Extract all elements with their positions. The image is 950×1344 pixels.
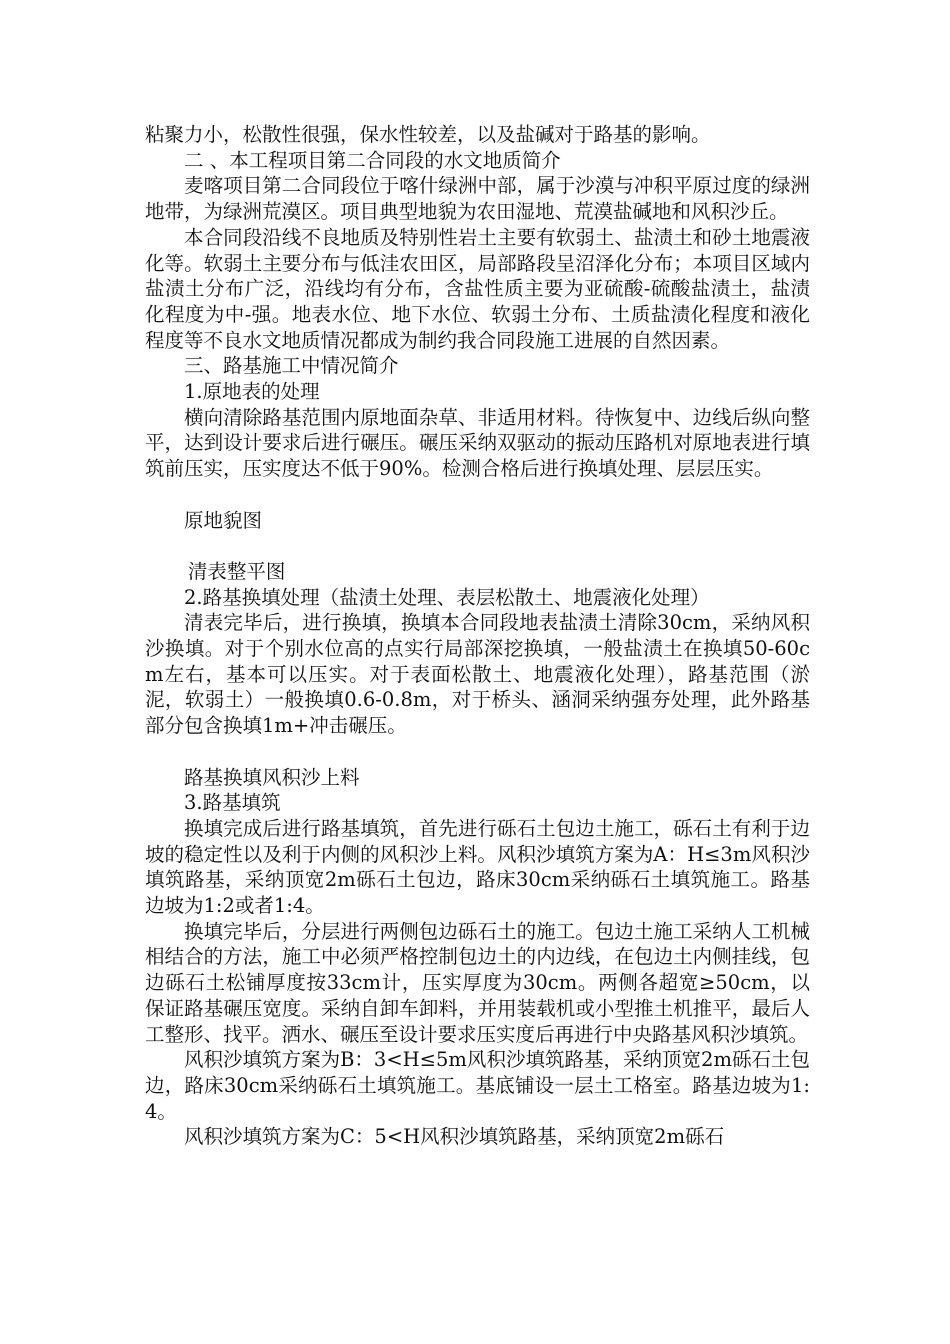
subsection-heading-2: 2.路基换填处理（盐渍土处理、表层松散土、地震液化处理） [184,585,710,609]
spacer [145,739,810,765]
figure-caption-sand-loading: 路基换填风积沙上料 [184,765,360,789]
paragraph-fill-scheme-b: 风积沙填筑方案为B：3<H≤5m风积沙填筑路基，采纳顶宽2m砾石土包边，路床30cm采纳砾石土填筑施工。基底铺设一层土工格室。路基边坡为1:4。 [145,1048,810,1123]
document-body [145,122,810,1150]
paragraph-bad-geology: 本合同段沿线不良地质及特别性岩土主要有软弱土、盐渍土和砂土地震液化等。软弱土主要分布与低洼农田区，局部路段呈沼泽化分布；本项目区域内盐渍土分布广泛，沿线均有分布，含盐性质主要为亚硫酸-硫酸盐渍土，盐渍化程度为中-强。地表水位、地下水位、软弱土分布、土质盐渍化程度和液化程度等不良水文地质情况都成为制约我合同段施工进展的自然因素。 [145,225,810,352]
paragraph-fill-scheme-a: 换填完成后进行路基填筑，首先进行砾石土包边土施工，砾石土有利于边坡的稳定性以及利于内侧的风积沙上料。风积沙填筑方案为A：H≤3m风积沙填筑路基，采纳顶宽2m砾石土包边，路床30cm采纳砾石土填筑施工。路基边坡为1:2或者1:4。 [145,816,810,918]
paragraph-surface-treatment: 横向清除路基范围内原地面杂草、非适用材料。待恢复中、边线后纵向整平，达到设计要求后进行碾压。碾压采纳双驱动的振动压路机对原地表进行填筑前压实，压实度达不低于90%。检测合格后进行换填处理、层层压实。 [145,405,810,481]
figure-caption-original-terrain: 原地貌图 [184,508,263,532]
spacer [145,482,810,508]
paragraph-replacement-fill: 清表完毕后，进行换填，换填本合同段地表盐渍土清除30cm，采纳风积沙换填。对于个别水位高的点实行局部深挖换填，一般盐渍土在换填50-60cm左右，基本可以压实。对于表面松散土、地震液化处理），路基范围（淤泥，软弱土）一般换填0.6-0.8m，对于桥头、涵洞采纳强夯处理，此外路基部分包含换填1m+冲击碾压。 [145,611,810,738]
paragraph-fill-scheme-c: 风积沙填筑方案为C：5<H风积沙填筑路基，采纳顶宽2m砾石 [184,1125,725,1149]
subsection-heading-1: 1.原地表的处理 [184,380,320,404]
paragraph-project-location: 麦喀项目第二合同段位于喀什绿洲中部，属于沙漠与冲积平原过度的绿洲地带，为绿洲荒漠区。项目典型地貌为农田湿地、荒漠盐碱地和风积沙丘。 [145,174,810,224]
paragraph-edge-soil: 换填完毕后，分层进行两侧包边砾石土的施工。包边土施工采纳人工机械相结合的方法，施工中必须严格控制包边土的内边线，在包边土内侧挂线，包边砾石土松铺厚度按33cm计，压实厚度为30cm。两侧各超宽≥50cm，以保证路基碾压宽度。采纳自卸车卸料，并用装载机或小型推土机推平，最后人工整形、找平。洒水、碾压至设计要求压实度后再进行中央路基风积沙填筑。 [145,919,810,1046]
subsection-heading-3: 3.路基填筑 [184,791,281,815]
section-heading-2: 二 、本工程项目第二合同段的水文地质简介 [184,148,561,172]
section-heading-3: 三、路基施工中情况简介 [184,354,399,378]
figure-caption-clearing: 清表整平图 [187,559,286,583]
paragraph-intro-tail: 粘聚力小，松散性很强，保水性较差，以及盐碱对于路基的影响。 [145,123,711,146]
spacer [145,533,810,559]
